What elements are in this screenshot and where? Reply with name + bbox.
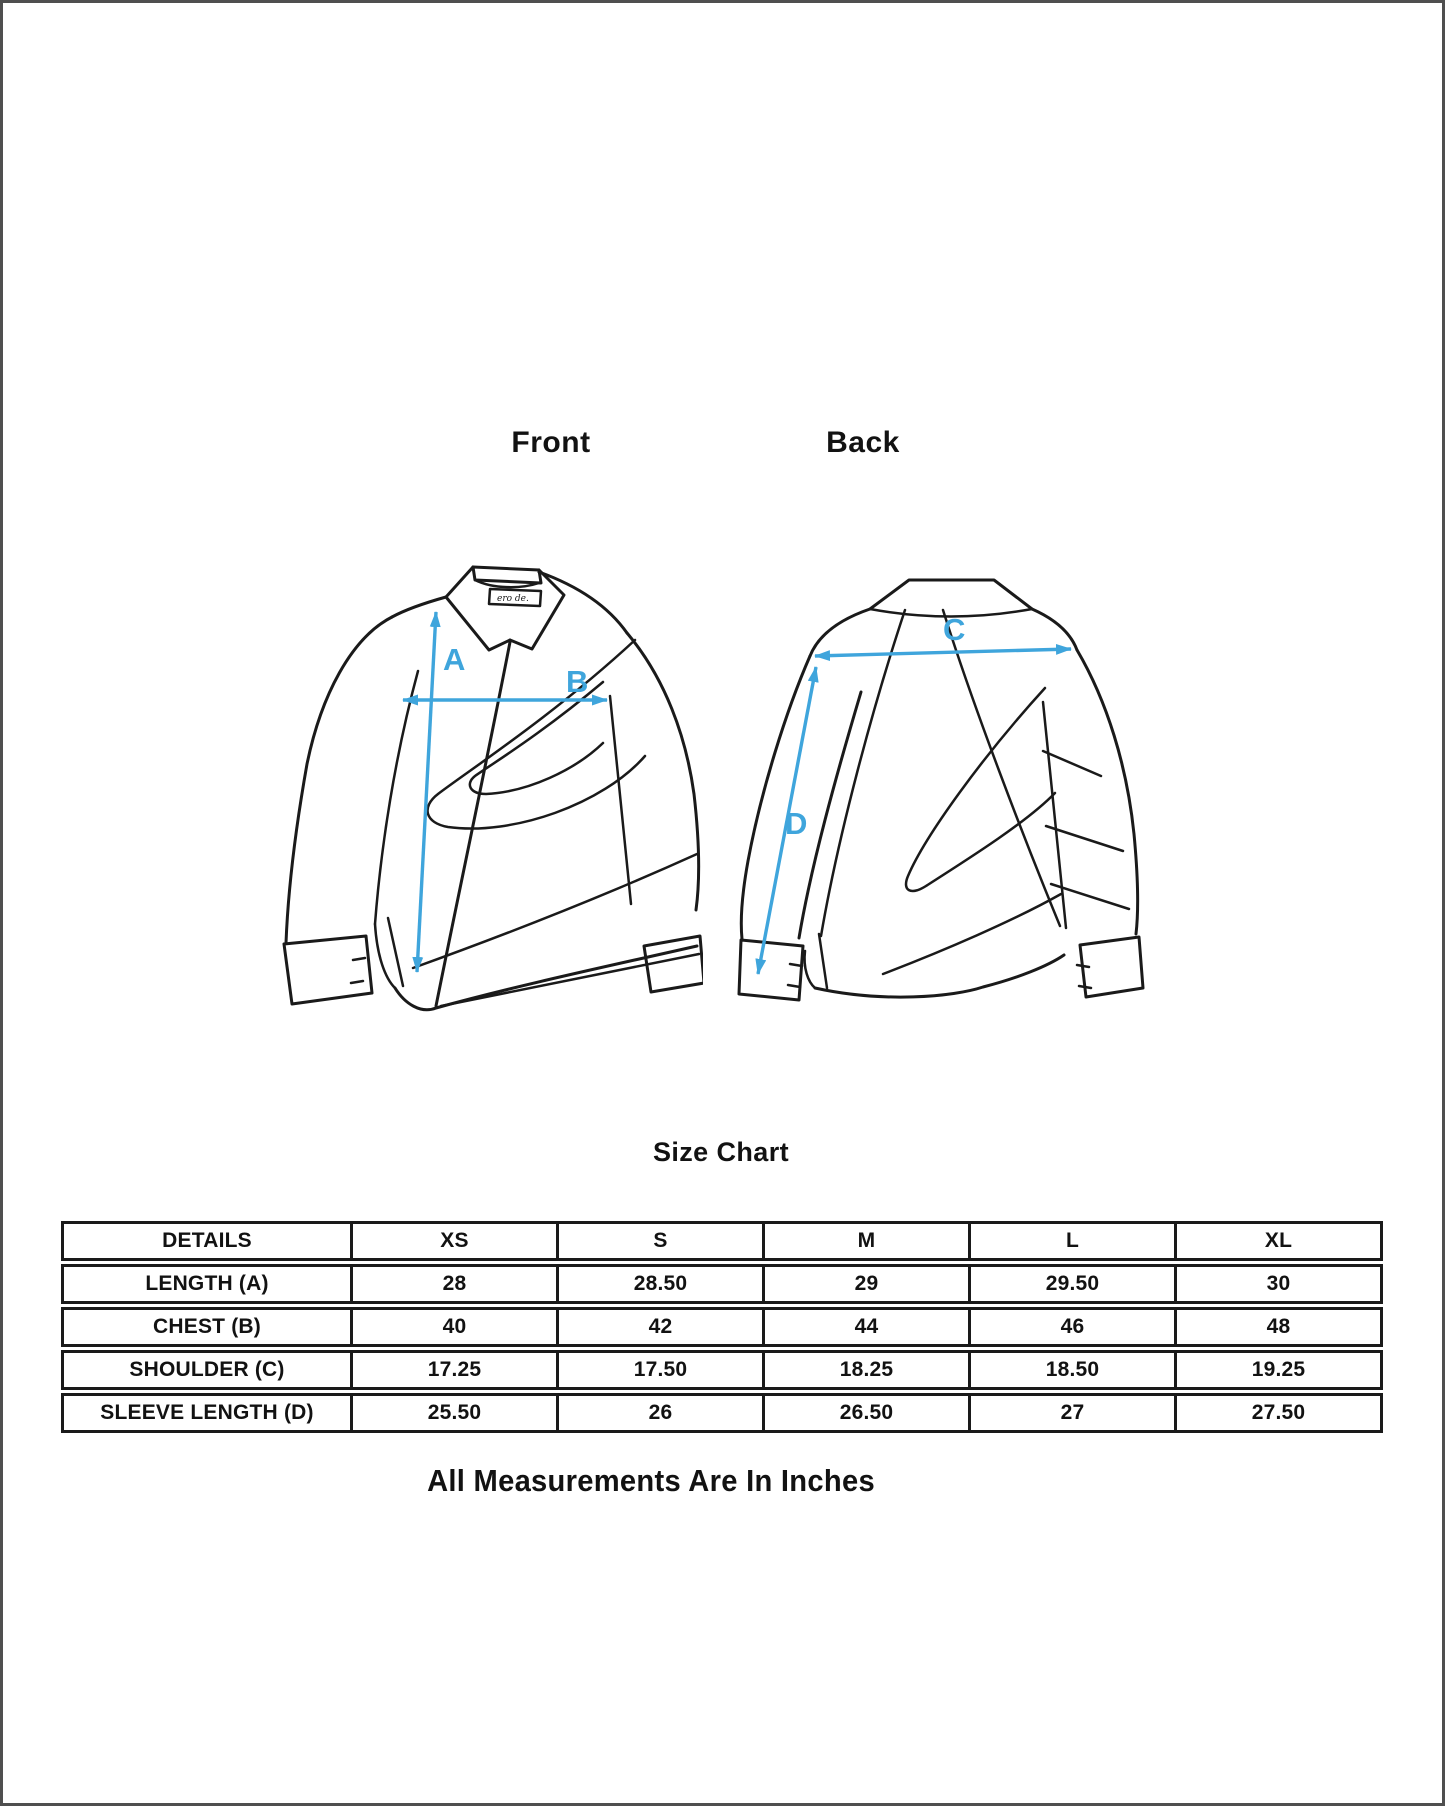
left-cuff-buttons xyxy=(351,958,365,983)
back-swirl-center xyxy=(821,610,905,936)
table-row xyxy=(61,1307,1383,1347)
collar-tag-label: ero de. xyxy=(497,594,529,604)
back-hem xyxy=(815,955,1064,997)
value-cell: 19.25 xyxy=(1177,1350,1383,1390)
measure-b-label: B xyxy=(566,664,589,699)
value-cell: 48 xyxy=(1177,1307,1383,1347)
back-shirt-diagram xyxy=(643,536,1163,1026)
value-cell: 27.50 xyxy=(1177,1393,1383,1433)
front-shirt-diagram xyxy=(273,536,703,1028)
value-cell: 27 xyxy=(971,1393,1177,1433)
value-cell: 44 xyxy=(765,1307,971,1347)
measurements-note: All Measurements Are In Inches xyxy=(427,1463,875,1498)
measure-c-label: C xyxy=(943,612,966,647)
left-shoulder-line xyxy=(392,597,446,617)
header-cell: DETAILS xyxy=(61,1221,353,1261)
table-row xyxy=(61,1350,1383,1390)
value-cell: 46 xyxy=(971,1307,1177,1347)
measure-a-arrow xyxy=(417,612,436,972)
left-body-seam xyxy=(375,671,418,924)
value-cell: 26 xyxy=(559,1393,765,1433)
value-cell: 18.50 xyxy=(971,1350,1177,1390)
back-left-slit xyxy=(805,934,827,988)
value-cell: 29.50 xyxy=(971,1264,1177,1304)
right-body-seam xyxy=(610,696,631,904)
measure-c-arrow xyxy=(815,649,1071,656)
back-right-sleeve-outer xyxy=(1077,650,1138,934)
row-label-cell: CHEST (B) xyxy=(61,1307,353,1347)
back-shirt-outline xyxy=(739,580,1143,1000)
header-cell: S xyxy=(559,1221,765,1261)
value-cell: 28.50 xyxy=(559,1264,765,1304)
value-cell: 40 xyxy=(353,1307,559,1347)
left-cuff xyxy=(284,936,372,1004)
back-sleeve-stripe-1 xyxy=(1043,751,1101,776)
value-cell: 26.50 xyxy=(765,1393,971,1433)
back-hem-diagonal xyxy=(883,894,1061,974)
table-row xyxy=(61,1264,1383,1304)
back-right-shoulder xyxy=(1032,609,1077,650)
header-cell: M xyxy=(765,1221,971,1261)
wrap-placket-line xyxy=(436,642,510,1006)
header-cell: XS xyxy=(353,1221,559,1261)
collar-band xyxy=(473,567,541,583)
front-shirt-outline xyxy=(284,567,703,1010)
back-collar xyxy=(870,580,1032,609)
left-sleeve-outer xyxy=(286,617,392,943)
header-cell: L xyxy=(971,1221,1177,1261)
value-cell: 17.25 xyxy=(353,1350,559,1390)
table-header-row xyxy=(61,1221,1383,1261)
measure-a-label: A xyxy=(443,642,466,677)
table-row xyxy=(61,1393,1383,1433)
value-cell: 28 xyxy=(353,1264,559,1304)
back-swirl-diagonal xyxy=(943,610,1060,926)
value-cell: 29 xyxy=(765,1264,971,1304)
value-cell: 42 xyxy=(559,1307,765,1347)
back-left-sleeve-outer xyxy=(741,656,810,939)
value-cell: 18.25 xyxy=(765,1350,971,1390)
left-hem-folds xyxy=(375,918,403,988)
size-table xyxy=(61,1221,1383,1433)
header-cell: XL xyxy=(1177,1221,1383,1261)
back-left-shoulder xyxy=(810,609,870,656)
front-view-label: Front xyxy=(511,426,591,459)
back-left-cuff xyxy=(739,940,803,1000)
value-cell: 25.50 xyxy=(353,1393,559,1433)
size-chart-title: Size Chart xyxy=(652,1137,790,1167)
back-view-label: Back xyxy=(826,426,900,459)
value-cell: 30 xyxy=(1177,1264,1383,1304)
row-label-cell: LENGTH (A) xyxy=(61,1264,353,1304)
value-cell: 17.50 xyxy=(559,1350,765,1390)
back-left-sleeve-inner xyxy=(799,692,861,938)
row-label-cell: SLEEVE LENGTH (D) xyxy=(61,1393,353,1433)
row-label-cell: SHOULDER (C) xyxy=(61,1350,353,1390)
measure-d-label: D xyxy=(785,806,808,841)
